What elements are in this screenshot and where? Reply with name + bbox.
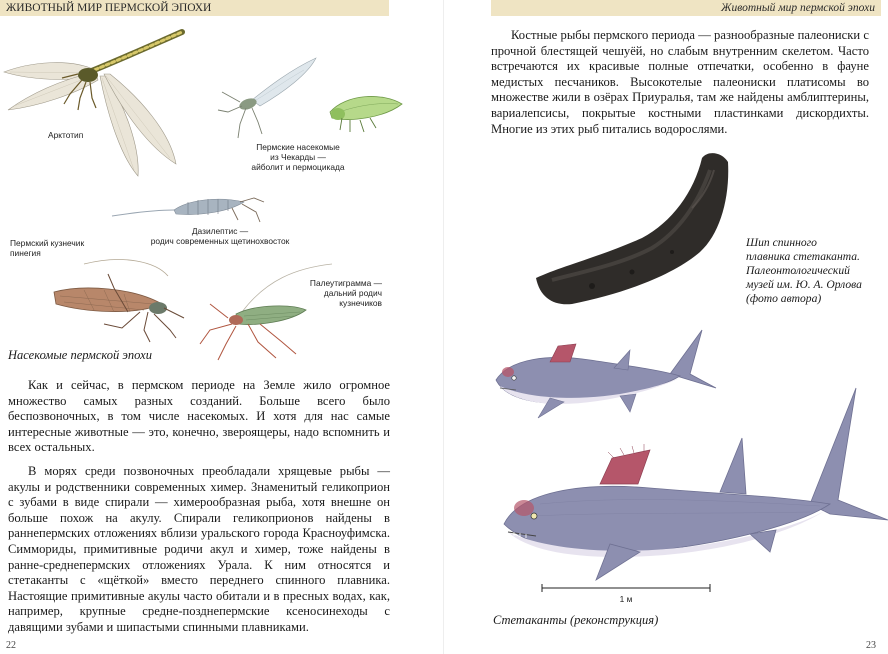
right-page: [444, 0, 888, 654]
label-arctotyp: Арктотип: [48, 130, 84, 140]
paleutigramma-illustration: [196, 260, 336, 370]
stethacanthus-large-illustration: [500, 384, 888, 584]
fossil-spine-photo: [532, 148, 732, 308]
label-grasshopper: Пермский кузнечик пинегия: [10, 238, 85, 258]
left-page-number: 22: [6, 640, 16, 651]
permocicada-illustration: [324, 88, 404, 138]
left-paragraph-2: В морях среди позвоночных преобладали хрящевые рыбы — акулы и родственники современных химер. Знаменитый геликоприон с зубами в виде спирали — химерообразная рыба, хотя внешне он больше похож на акулу. Спирали геликоприонов найдены в раннепермских отложениях вблизи уральского города Красноуфимска. Симмориды, примитивные родичи акул и химер, тоже найдены в ранне-среднепермских отложениях Урала. К ним относятся и стетаканты с «щёткой» вместо переднего спинного плавника. Настоящие примитивные акулы часто обитали и в пресных водах, как, например, крупные средне-позднепермские ксеносинеходы с давящими зубами и шипастыми спинными плавниками.: [8, 463, 390, 634]
right-page-header: Животный мир пермской эпохи: [491, 0, 881, 16]
spine-caption: Шип спинного плавника стетаканта. Палеонтологический музей им. Ю. А. Орлова (фото автора): [746, 236, 862, 305]
left-figure-caption: Насекомые пермской эпохи: [8, 348, 152, 362]
right-page-number: 23: [866, 640, 876, 651]
label-dasyleptus: Дазилептис — родич современных щетинохвосток: [150, 226, 290, 246]
label-chekarda: Пермские насекомые из Чекарды — айболит и пермоцикада: [251, 142, 345, 172]
right-body-text: [491, 28, 869, 145]
arctotyp-illustration: [0, 28, 200, 178]
left-body-text: [8, 378, 390, 644]
right-paragraph-1: Костные рыбы пермского периода — разнообразные палеониски с прочной блестящей чешуёй, но слабым внутренним скелетом. Часто встречаются их красивые полные отпечатки, особенно в фауне медистых песчаников. Высокотелые палеониски платисомы во множестве жили в озёрах Приуралья, там же найдены амблиптерины, вариалепсисы, покрытые костными пластинками дискордихты. Многие из этих рыб питались водорослями.: [491, 28, 869, 136]
aibolit-illustration: [212, 48, 322, 148]
left-page-header: ЖИВОТНЫЙ МИР ПЕРМСКОЙ ЭПОХИ: [0, 0, 389, 16]
dasyleptus-illustration: [108, 190, 268, 230]
left-paragraph-1: Как и сейчас, в пермском периоде на Земле жило огромное множество самых разных созданий. Больше всего было беспозвоночных, в том числе насекомых. И хотя для нас самые интересные животные — это, конечно, звероящеры, надо вспомнить и всех остальных.: [8, 378, 390, 455]
label-paleutigramma: Палеутиграмма — дальний родич кузнечиков: [309, 278, 382, 308]
pinegia-illustration: [44, 254, 214, 344]
scale-bar: [541, 583, 711, 593]
scale-label: 1 м: [619, 594, 633, 604]
right-figure-caption: Стетаканты (реконструкция): [493, 613, 659, 627]
